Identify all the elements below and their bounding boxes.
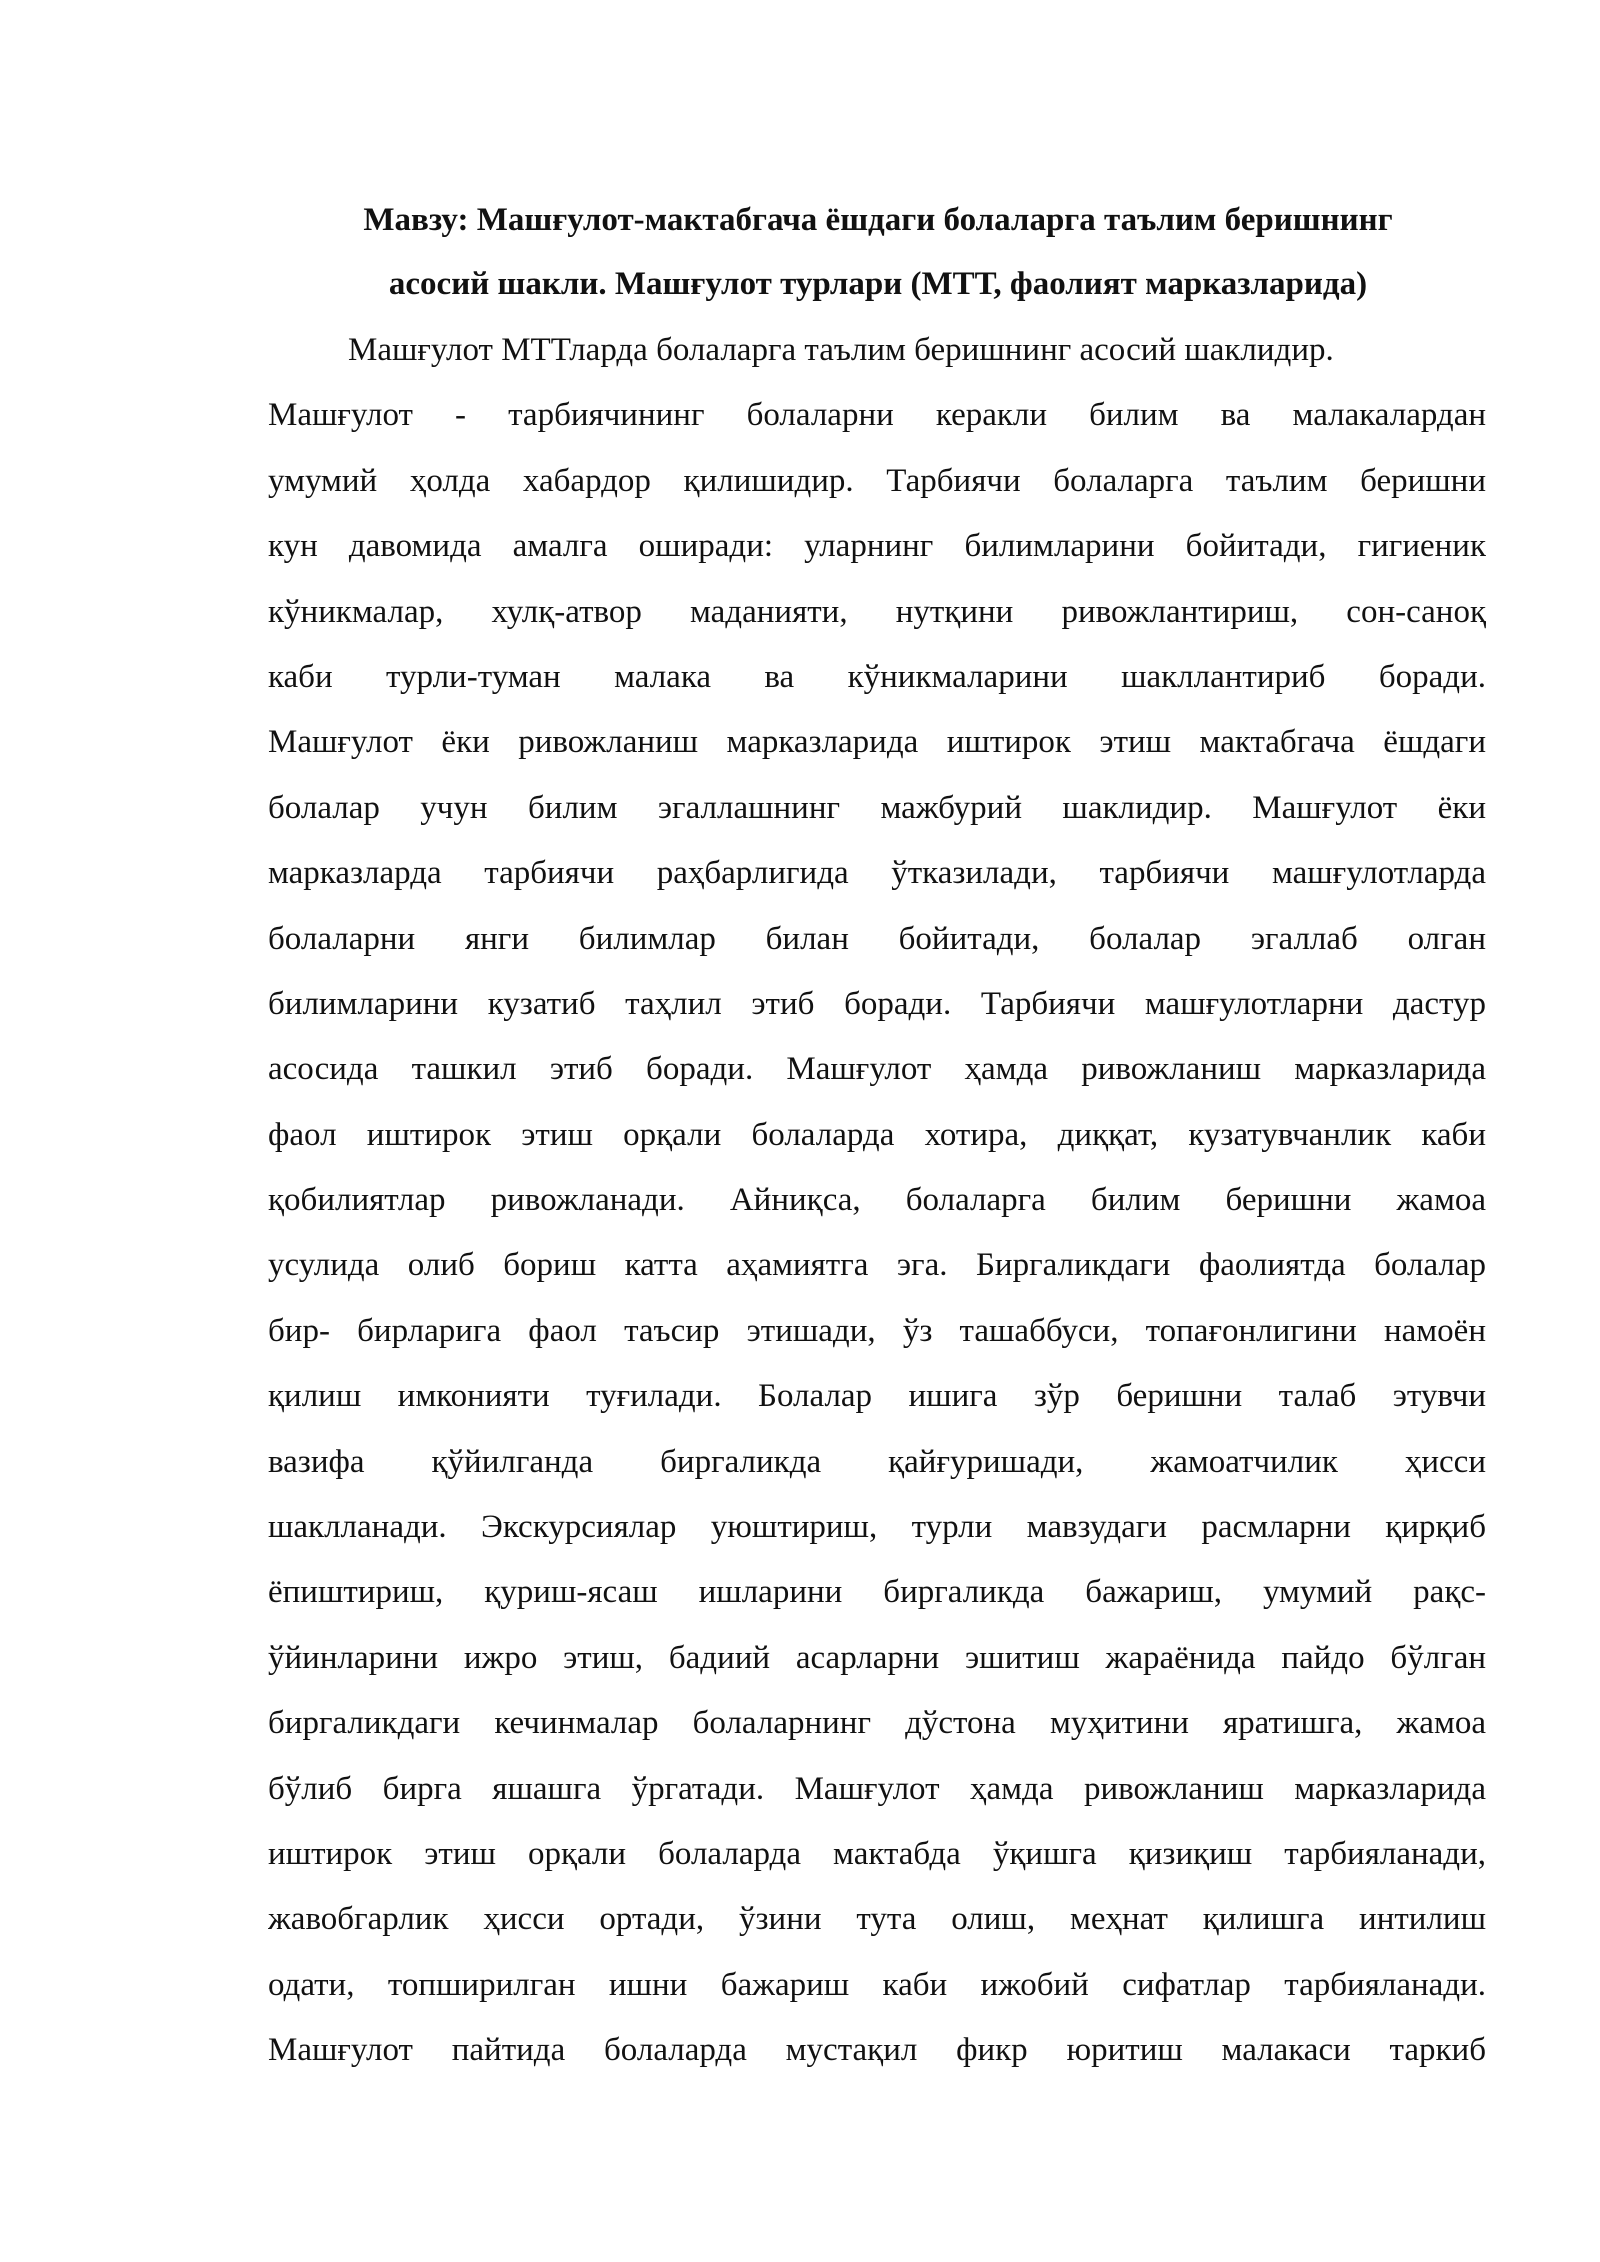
paragraph-line: жавобгарлик ҳисси ортади, ўзини тута олиш, меҳнат қилишга интилиш <box>268 1901 1486 1938</box>
paragraph-line: шаклланади. Экскурсиялар уюштириш, турли мавзудаги расмларни қирқиб <box>268 1509 1486 1546</box>
paragraph-line: билимларини кузатиб таҳлил этиб боради. Тарбиячи машғулотларни дастур <box>268 985 1486 1022</box>
paragraph-line: биргаликдаги кечинмалар болаларнинг дўстона муҳитини яратишга, жамоа <box>268 1705 1486 1742</box>
paragraph-line: Машғулот пайтида болаларда мустақил фикр юритиш малакаси таркиб <box>268 2032 1486 2069</box>
paragraph-line: ўйинларини ижро этиш, бадиий асарларни эшитиш жараёнида пайдо бўлган <box>268 1639 1486 1676</box>
paragraph-line: Машғулот ёки ривожланиш марказларида иштирок этиш мактабгача ёшдаги <box>268 724 1486 761</box>
paragraph-line: кўникмалар, хулқ-атвор маданияти, нутқини ривожлантириш, сон-саноқ <box>268 593 1486 630</box>
document-title <box>268 188 1488 316</box>
paragraph-line: бўлиб бирга яшашга ўргатади. Машғулот ҳамда ривожланиш марказларида <box>268 1770 1486 1807</box>
paragraph-line: фаол иштирок этиш орқали болаларда хотира, диққат, кузатувчанлик каби <box>268 1116 1486 1153</box>
document-body <box>268 318 1486 2084</box>
paragraph-line: Машғулот МТТларда болаларга таълим беришнинг асосий шаклидир. <box>348 332 1334 368</box>
paragraph-line: умумий ҳолда хабардор қилишидир. Тарбиячи болаларга таълим беришни <box>268 462 1486 499</box>
paragraph-line: вазифа қўйилганда биргаликда қайғуришади, жамоатчилик ҳисси <box>268 1443 1486 1480</box>
paragraph-line: қобилиятлар ривожланади. Айниқса, болаларга билим беришни жамоа <box>268 1182 1486 1219</box>
paragraph-line: марказларда тарбиячи раҳбарлигида ўтказилади, тарбиячи машғулотларда <box>268 855 1486 892</box>
paragraph-line: Машғулот - тарбиячининг болаларни керакли билим ва малакалардан <box>268 397 1486 434</box>
document-title-line: Мавзу: Машғулот-мактабгача ёшдаги болаларга таълим беришнинг <box>363 202 1393 238</box>
paragraph-line: болаларни янги билимлар билан бойитади, болалар эгаллаб олган <box>268 920 1486 957</box>
paragraph-line: усулида олиб бориш катта аҳамиятга эга. Биргаликдаги фаолиятда болалар <box>268 1247 1486 1284</box>
paragraph-line: каби турли-туман малака ва кўникмаларини шакллантириб боради. <box>268 658 1486 695</box>
paragraph-line: одати, топширилган ишни бажариш каби ижобий сифатлар тарбияланади. <box>268 1966 1486 2003</box>
paragraph-line: бир- бирларига фаол таъсир этишади, ўз ташаббуси, топағонлигини намоён <box>268 1312 1486 1349</box>
paragraph-line: иштирок этиш орқали болаларда мактабда ўқишга қизиқиш тарбияланади, <box>268 1835 1486 1872</box>
paragraph-line: асосида ташкил этиб боради. Машғулот ҳамда ривожланиш марказларида <box>268 1051 1486 1088</box>
paragraph-line: қилиш имконияти туғилади. Болалар ишига зўр беришни талаб этувчи <box>268 1378 1486 1415</box>
paragraph-line: кун давомида амалга оширади: уларнинг билимларини бойитади, гигиеник <box>268 528 1486 565</box>
document-title-line: асосий шакли. Машғулот турлари (МТТ, фаолият марказларида) <box>388 266 1368 302</box>
paragraph-line: ёпиштириш, қуриш-ясаш ишларини биргаликда бажариш, умумий рақс- <box>268 1574 1486 1611</box>
paragraph-line: болалар учун билим эгаллашнинг мажбурий шаклидир. Машғулот ёки <box>268 789 1486 826</box>
